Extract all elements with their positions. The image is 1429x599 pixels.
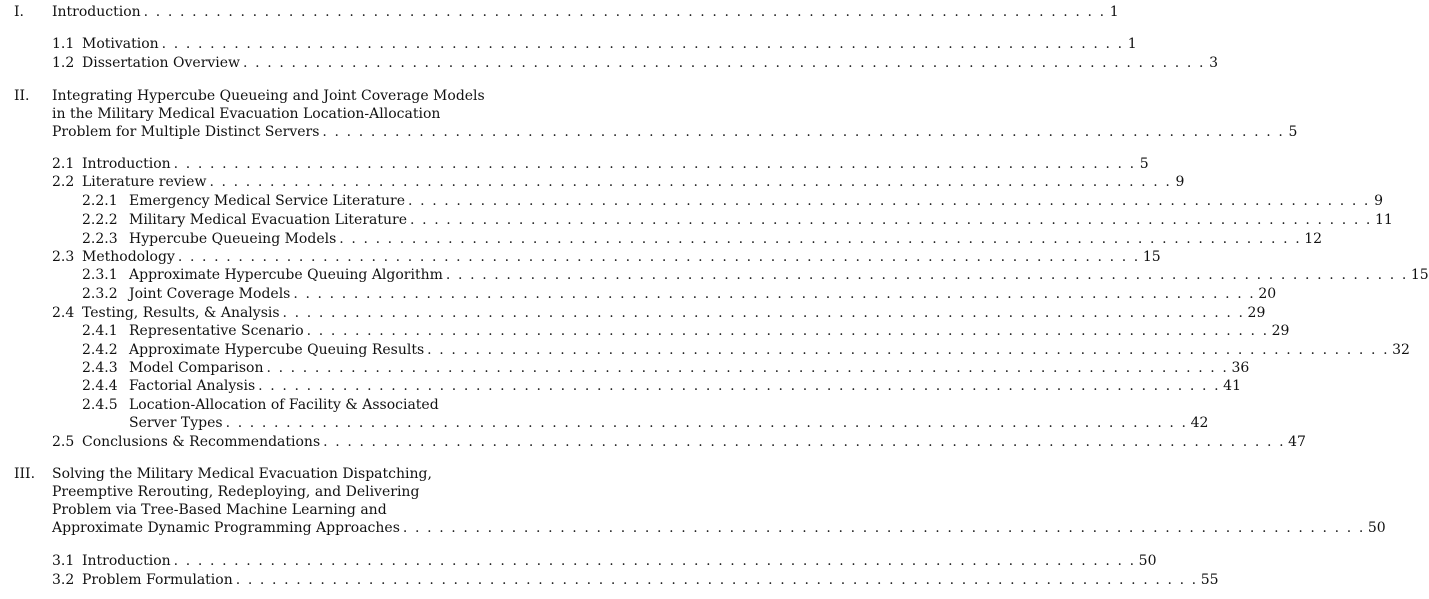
section-title: Introduction — [82, 553, 171, 569]
dot-leader: . . . . . . . . . . . . . . . . . . . . . . . . . . . . . . . . . . . . . . . . . . . . . . . . . . . . . . . . . . . . . . . . . . . . . . . . . . . . . . . . — [339, 231, 1302, 247]
page-number: 32 — [1392, 342, 1410, 358]
dot-leader: . . . . . . . . . . . . . . . . . . . . . . . . . . . . . . . . . . . . . . . . . . . . . . . . . . . . . . . . . . . . . . . . . . . . . . . . . . . . . . . . — [410, 212, 1372, 228]
subsection-entry[interactable] — [82, 266, 1429, 284]
section-entry[interactable] — [52, 552, 1157, 570]
subsection-number: 2.4.5 — [82, 397, 118, 413]
page-number: 5 — [1288, 124, 1298, 140]
section-entry[interactable] — [52, 54, 1219, 72]
page-number: 11 — [1374, 212, 1393, 228]
page-number: 15 — [1142, 249, 1161, 265]
page-number: 29 — [1271, 323, 1290, 339]
subsection-number: 2.4.1 — [82, 323, 118, 339]
subsection-title: Representative Scenario — [129, 323, 304, 339]
subsection-title: Factorial Analysis — [129, 378, 256, 394]
page-number: 9 — [1374, 193, 1383, 209]
page-number: 50 — [1367, 520, 1386, 536]
section-entry[interactable] — [52, 35, 1137, 53]
section-title: Introduction — [82, 156, 171, 172]
section-entry[interactable] — [52, 304, 1266, 322]
dot-leader: . . . . . . . . . . . . . . . . . . . . . . . . . . . . . . . . . . . . . . . . . . . . . . . . . . . . . . . . . . . . . . . . . . . . . . . . . . . . . . . . — [266, 360, 1229, 376]
subsection-number: 2.3.1 — [82, 267, 118, 283]
dot-leader: . . . . . . . . . . . . . . . . . . . . . . . . . . . . . . . . . . . . . . . . . . . . . . . . . . . . . . . . . . . . . . . . . . . . . . . . . . . . . . . . — [427, 342, 1390, 358]
subsection-number: 2.4.3 — [82, 360, 118, 376]
chapter-title: Introduction — [52, 4, 141, 20]
dot-leader: . . . . . . . . . . . . . . . . . . . . . . . . . . . . . . . . . . . . . . . . . . . . . . . . . . . . . . . . . . . . . . . . . . . . . . . . . . . . . . . . — [306, 323, 1269, 339]
page-number: 36 — [1231, 360, 1250, 376]
page-number: 29 — [1247, 305, 1266, 321]
section-entry[interactable] — [52, 155, 1149, 173]
subsection-entry[interactable] — [82, 230, 1323, 248]
page-number: 42 — [1190, 415, 1209, 431]
dot-leader: . . . . . . . . . . . . . . . . . . . . . . . . . . . . . . . . . . . . . . . . . . . . . . . . . . . . . . . . . . . . . . . . . . . . . . . . . . . . . . . . — [173, 156, 1136, 172]
chapter-entry[interactable] — [14, 87, 1298, 141]
page-number: 5 — [1139, 156, 1149, 172]
dot-leader: . . . . . . . . . . . . . . . . . . . . . . . . . . . . . . . . . . . . . . . . . . . . . . . . . . . . . . . . . . . . . . . . . . . . . . . . . . . . . . . . — [177, 249, 1140, 265]
chapter-title-line: Problem for Multiple Distinct Servers — [52, 124, 320, 140]
section-number: 3.2 — [52, 572, 75, 588]
subsection-title: Approximate Hypercube Queuing Results — [129, 342, 425, 358]
section-number: 1.2 — [52, 55, 75, 71]
page-number: 47 — [1288, 434, 1306, 450]
chapter-title-line: Preemptive Rerouting, Redeploying, and Delivering — [52, 484, 420, 500]
chapter-number: II. — [14, 88, 30, 104]
subsection-title: Model Comparison — [129, 360, 264, 376]
section-entry[interactable] — [52, 248, 1161, 266]
dot-leader: . . . . . . . . . . . . . . . . . . . . . . . . . . . . . . . . . . . . . . . . . . . . . . . . . . . . . . . . . . . . . . . . . . . . . . . . . . . . . . . . — [209, 174, 1172, 190]
chapter-number: I. — [14, 4, 24, 20]
dot-leader: . . . . . . . . . . . . . . . . . . . . . . . . . . . . . . . . . . . . . . . . . . . . . . . . . . . . . . . . . . . . . . . . . . . . . . . . . . . . . . . . — [258, 378, 1221, 394]
dot-leader: . . . . . . . . . . . . . . . . . . . . . . . . . . . . . . . . . . . . . . . . . . . . . . . . . . . . . . . . . . . . . . . . . . . . . . . . . . . . . . . . — [235, 572, 1198, 588]
chapter-title-line: in the Military Medical Evacuation Location-Allocation — [52, 106, 441, 122]
chapter-entry[interactable] — [14, 3, 1119, 21]
page-number: 9 — [1175, 174, 1185, 190]
section-title: Motivation — [82, 36, 159, 52]
subsection-title-line: Location-Allocation of Facility & Associated — [129, 397, 439, 413]
section-number: 2.4 — [52, 305, 75, 321]
page-number: 1 — [1127, 36, 1137, 52]
dot-leader: . . . . . . . . . . . . . . . . . . . . . . . . . . . . . . . . . . . . . . . . . . . . . . . . . . . . . . . . . . . . . . . . . . . . . . . . . . . . . . . . — [143, 4, 1106, 20]
subsection-number: 2.4.2 — [82, 342, 118, 358]
subsection-title: Hypercube Queueing Models — [129, 231, 337, 247]
section-title: Conclusions & Recommendations — [82, 434, 321, 450]
dot-leader: . . . . . . . . . . . . . . . . . . . . . . . . . . . . . . . . . . . . . . . . . . . . . . . . . . . . . . . . . . . . . . . . . . . . . . . . . . . . . . . . — [408, 193, 1370, 209]
section-number: 2.1 — [52, 156, 75, 172]
dot-leader: . . . . . . . . . . . . . . . . . . . . . . . . . . . . . . . . . . . . . . . . . . . . . . . . . . . . . . . . . . . . . . . . . . . . . . . . . . . . . . . . — [293, 286, 1256, 302]
section-entry[interactable] — [52, 571, 1219, 589]
chapter-number: III. — [14, 466, 36, 482]
subsection-number: 2.3.2 — [82, 286, 118, 302]
dot-leader: . . . . . . . . . . . . . . . . . . . . . . . . . . . . . . . . . . . . . . . . . . . . . . . . . . . . . . . . . . . . . . . . . . . . . . . . . . . . . . . . — [282, 305, 1245, 321]
subsection-entry[interactable] — [82, 341, 1410, 359]
section-number: 2.5 — [52, 434, 75, 450]
dot-leader: . . . . . . . . . . . . . . . . . . . . . . . . . . . . . . . . . . . . . . . . . . . . . . . . . . . . . . . . . . . . . . . . . . . . . . . . . . . . . . . . — [402, 520, 1365, 536]
page-number: 12 — [1304, 231, 1323, 247]
section-entry[interactable] — [52, 173, 1185, 191]
subsection-title: Emergency Medical Service Literature — [129, 193, 405, 209]
subsection-title: Military Medical Evacuation Literature — [129, 212, 407, 228]
page-number: 55 — [1200, 572, 1219, 588]
subsection-entry[interactable] — [82, 211, 1393, 229]
subsection-entry[interactable] — [82, 192, 1383, 210]
section-title: Testing, Results, & Analysis — [82, 305, 280, 321]
subsection-title: Approximate Hypercube Queuing Algorithm — [129, 267, 443, 283]
dot-leader: . . . . . . . . . . . . . . . . . . . . . . . . . . . . . . . . . . . . . . . . . . . . . . . . . . . . . . . . . . . . . . . . . . . . . . . . . . . . . . . . — [173, 553, 1136, 569]
subsection-entry[interactable] — [82, 285, 1277, 303]
subsection-title-line: Server Types — [129, 415, 223, 431]
section-title: Problem Formulation — [82, 572, 233, 588]
page-number: 15 — [1410, 267, 1429, 283]
subsection-title: Joint Coverage Models — [129, 286, 291, 302]
section-number: 1.1 — [52, 36, 75, 52]
chapter-title-line: Integrating Hypercube Queueing and Joint Coverage Models — [52, 88, 485, 104]
subsection-number: 2.2.1 — [82, 193, 118, 209]
page-number: 50 — [1138, 553, 1157, 569]
page-number: 20 — [1258, 286, 1277, 302]
page-number: 3 — [1209, 55, 1219, 71]
subsection-number: 2.4.4 — [82, 378, 118, 394]
chapter-title-line: Problem via Tree-Based Machine Learning and — [52, 502, 387, 518]
chapter-title-line: Approximate Dynamic Programming Approaches — [52, 520, 400, 536]
subsection-entry[interactable] — [82, 377, 1241, 395]
dot-leader: . . . . . . . . . . . . . . . . . . . . . . . . . . . . . . . . . . . . . . . . . . . . . . . . . . . . . . . . . . . . . . . . . . . . . . . . . . . . . . . . — [323, 434, 1286, 450]
chapter-title-line: Solving the Military Medical Evacuation Dispatching, — [52, 466, 432, 482]
section-number: 2.2 — [52, 174, 75, 190]
subsection-entry[interactable] — [82, 359, 1250, 377]
section-entry[interactable] — [52, 433, 1306, 451]
subsection-entry[interactable] — [82, 396, 1209, 432]
subsection-number: 2.2.2 — [82, 212, 118, 228]
subsection-entry[interactable] — [82, 322, 1290, 340]
section-title: Literature review — [82, 174, 207, 190]
page-number: 1 — [1109, 4, 1119, 20]
section-title: Dissertation Overview — [82, 55, 241, 71]
section-title: Methodology — [82, 249, 175, 265]
dot-leader: . . . . . . . . . . . . . . . . . . . . . . . . . . . . . . . . . . . . . . . . . . . . . . . . . . . . . . . . . . . . . . . . . . . . . . . . . . . . . . . . — [243, 55, 1206, 71]
section-number: 3.1 — [52, 553, 75, 569]
chapter-entry[interactable] — [14, 465, 1386, 537]
dot-leader: . . . . . . . . . . . . . . . . . . . . . . . . . . . . . . . . . . . . . . . . . . . . . . . . . . . . . . . . . . . . . . . . . . . . . . . . . . . . . . . . — [225, 415, 1188, 431]
section-number: 2.3 — [52, 249, 75, 265]
dot-leader: . . . . . . . . . . . . . . . . . . . . . . . . . . . . . . . . . . . . . . . . . . . . . . . . . . . . . . . . . . . . . . . . . . . . . . . . . . . . . . . . — [445, 267, 1408, 283]
subsection-number: 2.2.3 — [82, 231, 118, 247]
dot-leader: . . . . . . . . . . . . . . . . . . . . . . . . . . . . . . . . . . . . . . . . . . . . . . . . . . . . . . . . . . . . . . . . . . . . . . . . . . . . . . . . — [161, 36, 1124, 52]
page-number: 41 — [1223, 378, 1241, 394]
dot-leader: . . . . . . . . . . . . . . . . . . . . . . . . . . . . . . . . . . . . . . . . . . . . . . . . . . . . . . . . . . . . . . . . . . . . . . . . . . . . . . . . — [322, 124, 1285, 140]
